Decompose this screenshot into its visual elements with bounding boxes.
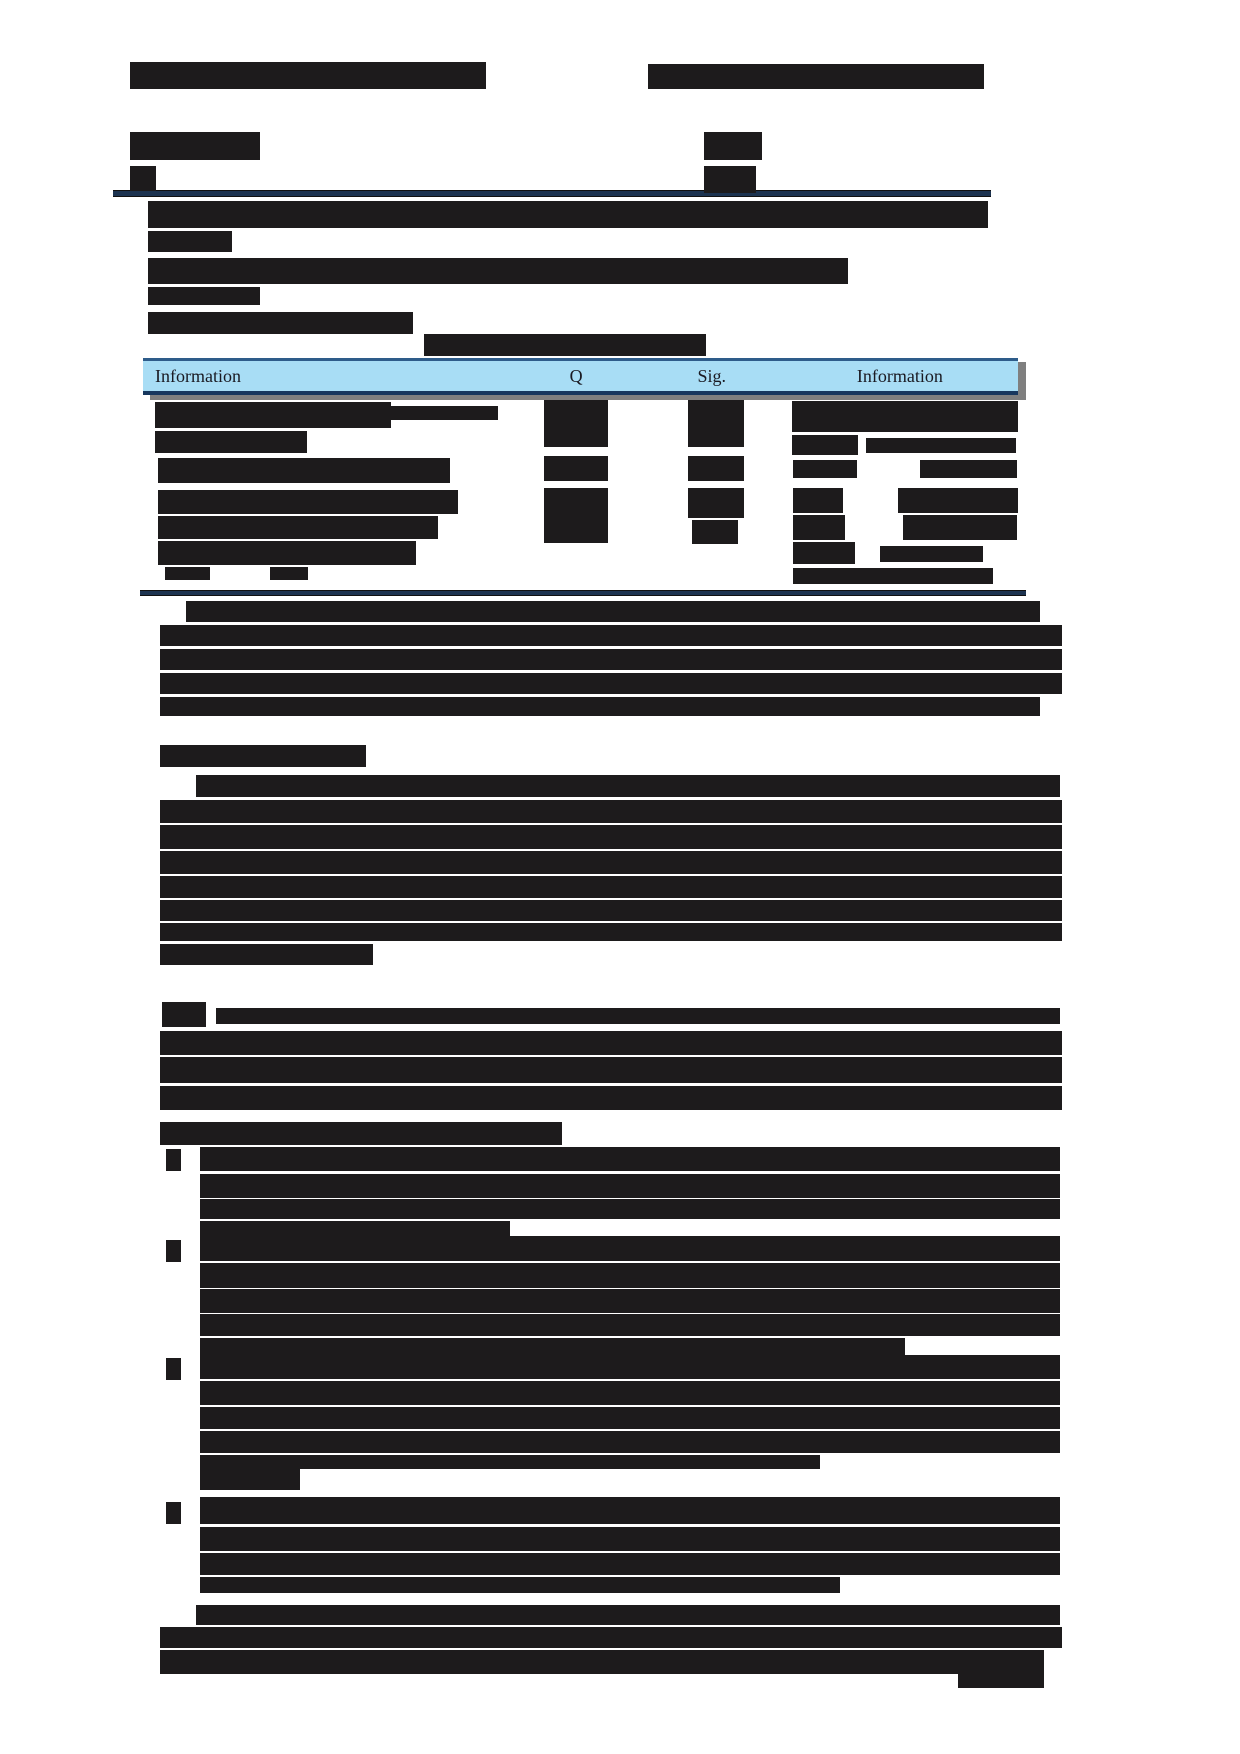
redacted-list-item-c (200, 1407, 1060, 1429)
redacted-list-item-c (200, 1455, 820, 1469)
redacted-table-body (880, 546, 983, 562)
redacted-issue-meta (130, 166, 156, 191)
table-header-row (143, 358, 1018, 395)
redacted-list-item-c (200, 1468, 300, 1490)
redacted-section-paragraph (160, 900, 1062, 921)
redacted-table-body (298, 406, 498, 420)
redacted-section-paragraph (196, 775, 1060, 797)
column-header-q: Q (569, 365, 583, 386)
redacted-table-body (898, 488, 1018, 513)
redacted-paragraph-after-table (186, 601, 1040, 622)
redacted-journal-header (648, 64, 984, 89)
redacted-issue-meta (130, 132, 260, 160)
redacted-list-item-a (200, 1147, 1060, 1171)
redacted-table-body (155, 431, 307, 453)
redacted-table-body (793, 515, 845, 540)
redacted-list-item-d (200, 1553, 1060, 1575)
redacted-table-body (165, 567, 210, 580)
redacted-section-heading (160, 745, 366, 767)
redacted-table-body (158, 490, 458, 514)
redacted-page-number (958, 1650, 1044, 1688)
redacted-table-body (793, 568, 993, 584)
table-bottom-rule (140, 590, 1026, 596)
redacted-lead-paragraph (160, 1057, 1062, 1083)
redacted-table-body (903, 515, 1017, 540)
redacted-list-item-c (200, 1381, 1060, 1405)
redacted-title-block (148, 201, 988, 228)
redacted-table-body (793, 488, 843, 513)
table-header-shadow-right (1018, 362, 1026, 399)
redacted-lead-paragraph (160, 1031, 1062, 1055)
redacted-list-item-a (200, 1199, 1060, 1219)
redacted-list-item-d (166, 1502, 181, 1524)
redacted-list-item-c (200, 1355, 1060, 1379)
redacted-table-body (692, 520, 738, 544)
redacted-paragraph-after-table (160, 625, 1062, 646)
redacted-table-body (793, 460, 857, 478)
redacted-section-paragraph (160, 851, 1062, 874)
redacted-issue-meta (704, 166, 756, 193)
redacted-lead-paragraph (160, 1086, 1062, 1110)
redacted-list-item-d (200, 1497, 1060, 1524)
redacted-paragraph-after-table (160, 673, 1062, 694)
redacted-list-item-b (200, 1263, 1060, 1288)
redacted-lead-paragraph (216, 1008, 1060, 1024)
redacted-section-paragraph (160, 923, 1062, 941)
redacted-section-paragraph (160, 825, 1062, 849)
redacted-title-block (148, 287, 260, 305)
redacted-table-body (792, 401, 1018, 432)
redacted-title-block (148, 258, 848, 284)
redacted-section-paragraph (160, 876, 1062, 898)
redacted-list-item-a (166, 1149, 181, 1171)
redacted-list-item-b (200, 1314, 1060, 1336)
redacted-list-item-a (200, 1174, 1060, 1198)
header-rule (113, 190, 991, 197)
redacted-table-body (792, 435, 858, 455)
redacted-title-block (148, 312, 413, 334)
redacted-list-item-b (200, 1236, 1060, 1261)
redacted-table-body (544, 400, 608, 447)
redacted-issue-meta (704, 132, 762, 160)
redacted-table-body (158, 541, 416, 565)
redacted-paragraph-after-table (160, 697, 1040, 716)
redacted-list-item-c (166, 1358, 181, 1380)
redacted-title-block (148, 231, 232, 252)
column-header-information-right: Information (856, 365, 943, 386)
redacted-lead-paragraph (162, 1002, 206, 1027)
redacted-table-body (688, 488, 744, 518)
redacted-closing-paragraph (196, 1605, 1060, 1625)
redacted-list-item-d (200, 1527, 1060, 1551)
redacted-journal-header (130, 62, 486, 89)
redacted-table-body (920, 460, 1017, 478)
redacted-list-item-b (200, 1289, 1060, 1313)
redacted-closing-paragraph (160, 1627, 1062, 1648)
redacted-table-body (688, 400, 744, 447)
redacted-table-body (688, 456, 744, 481)
column-header-sig: Sig. (697, 365, 726, 386)
redacted-table-body (544, 456, 608, 481)
redacted-list-heading (160, 1122, 562, 1145)
column-header-information-left: Information (155, 365, 241, 386)
redacted-list-item-b (166, 1240, 181, 1262)
redacted-table-body (270, 567, 308, 580)
redacted-table-body (544, 488, 608, 543)
redacted-list-item-d (200, 1577, 840, 1593)
redacted-paragraph-after-table (160, 649, 1062, 670)
redacted-closing-paragraph (160, 1650, 960, 1674)
redacted-table-body (793, 542, 855, 564)
redacted-section-paragraph (160, 944, 373, 965)
redacted-table-caption (424, 334, 706, 356)
redacted-table-body (866, 438, 1016, 453)
redacted-list-item-c (200, 1431, 1060, 1453)
redacted-table-body (158, 458, 450, 483)
redacted-table-body (158, 516, 438, 539)
redacted-section-paragraph (160, 800, 1062, 823)
